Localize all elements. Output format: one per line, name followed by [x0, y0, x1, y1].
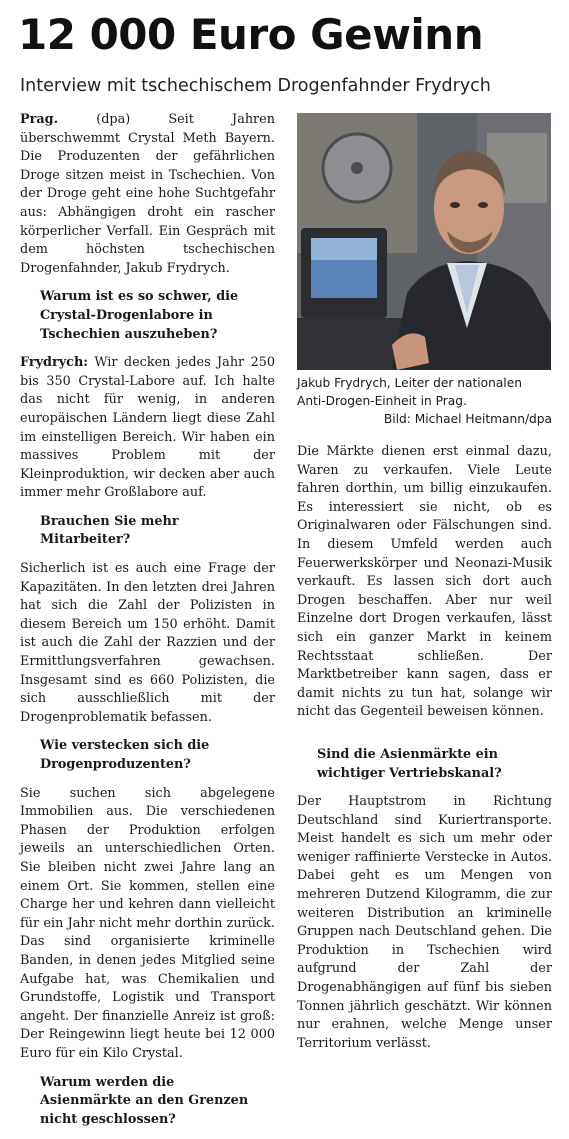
caption-text: Jakub Frydrych, Leiter der nationalen Anti-Drogen-Einheit in Prag. — [297, 376, 522, 408]
intro-paragraph — [20, 111, 275, 278]
portrait-photo — [297, 113, 551, 370]
answer-1 — [20, 354, 275, 503]
portrait-illustration — [297, 113, 551, 370]
question-3: Wie verstecken sich die Drogenproduzenten? — [40, 738, 210, 772]
right-column — [297, 443, 552, 1053]
answer-4: Die Märkte dienen erst einmal dazu, Waren zu verkaufen. Viele Leute fahren dorthin, um billig einzukaufen. Es interessiert sie nicht, ob es Originalwaren oder Fälschungen sind. In diesem Umfeld werden auch Feuerwerkskörper und Neonazi-Musik verkauft. Es lassen sich dort auch Drogen beschaffen. Aber nur weil Einzelne dort Drogen verkaufen, lässt sich ein ganzer Markt in keinem Rechtsstaat schließen. Der Marktbetreiber kann sagen, dass er damit nichts zu tun hat, solange wir nicht das Gegenteil beweisen können. — [297, 444, 552, 720]
left-column — [20, 111, 275, 1139]
answer-1-text: Wir decken jedes Jahr 250 bis 350 Crystal-Labore auf. Ich halte das nicht für wenig, in anderen europäischen Ländern liegt diese Zahl im einstelligen Bereich. Wir haben ein massives Problem mit der Kleinproduktion, wir decken aber auch immer mehr Großlabore auf. — [20, 355, 275, 501]
question-2: Brauchen Sie mehr Mitarbeiter? — [40, 513, 179, 548]
answer-3: Sie suchen sich abgelegene Immobilien aus. Die verschiedenen Phasen der Produktion erfolgen jeweils an unterschiedlichen Orten. Sie bleiben nicht zwei Jahre lang an einem Ort. Sie kommen, stellen eine Charge her und kehren dann vielleicht für ein Jahr nicht mehr dorthin zurück. Das sind organisierte kriminelle Banden, in denen jedes Mitglied seine Aufgabe hat, was Chemikalien und Grundstoffe, Logistik und Transport angeht. Der finanzielle Anreiz ist groß: Der Reingewinn liegt heute bei 12 000 Euro für ein Kilo Crystal. — [20, 785, 275, 1061]
question-5: Sind die Asienmärkte ein wichtiger Vertriebskanal? — [317, 746, 502, 781]
dateline: Prag. — [20, 112, 59, 127]
answer-2: Sicherlich ist es auch eine Frage der Kapazitäten. In den letzten drei Jahren hat sich die Zahl der Polizisten in diesem Bereich um 150 erhöht. Damit ist auch die Zahl der Razzien und der Ermittlungsverfahren gewachsen. Insgesamt sind es 660 Polizisten, die sich ausschließlich mit der Drogenproblematik befassen. — [20, 561, 275, 725]
photo-credit: Bild: Michael Heitmann/dpa — [383, 412, 552, 426]
question-4: Warum werden die Asienmärkte an den Grenzen nicht geschlossen? — [40, 1074, 249, 1127]
photo-caption — [297, 374, 552, 428]
question-1: Warum ist es so schwer, die Crystal-Drogenlabore in Tschechien auszuheben? — [40, 289, 239, 342]
answer-5: Der Hauptstrom in Richtung Deutschland sind Kuriertransporte. Meist handelt es sich um mehr oder weniger raffinierte Verstecke in Autos. Dabei geht es um Mengen von mehreren Dutzend Kilogramm, die zur weiteren Distribution an kriminelle Gruppen nach Deutschland gehen. Die Produktion in Tschechien wird aufgrund der Zahl der Drogenabhängigen auf fünf bis sieben Tonnen jährlich geschätzt. Wir können nur erahnen, welche Menge unser Territorium verlässt. — [297, 794, 552, 1051]
subheadline: Interview mit tschechischem Drogenfahnder Frydrych — [20, 76, 491, 96]
headline: 12 000 Euro Gewinn — [18, 10, 484, 59]
intro-text: (dpa) Seit Jahren überschwemmt Crystal Meth Bayern. Die Produzenten der gefährlichen Droge sitzen meist in Tschechien. Von der Droge geht eine hohe Suchtgefahr aus: Abhängigen droht ein rascher körperlicher Verfall. Ein Gespräch mit dem höchsten tschechischen Drogenfahnder, Jakub Frydrych. — [20, 112, 275, 276]
speaker-label: Frydrych: — [20, 355, 88, 371]
